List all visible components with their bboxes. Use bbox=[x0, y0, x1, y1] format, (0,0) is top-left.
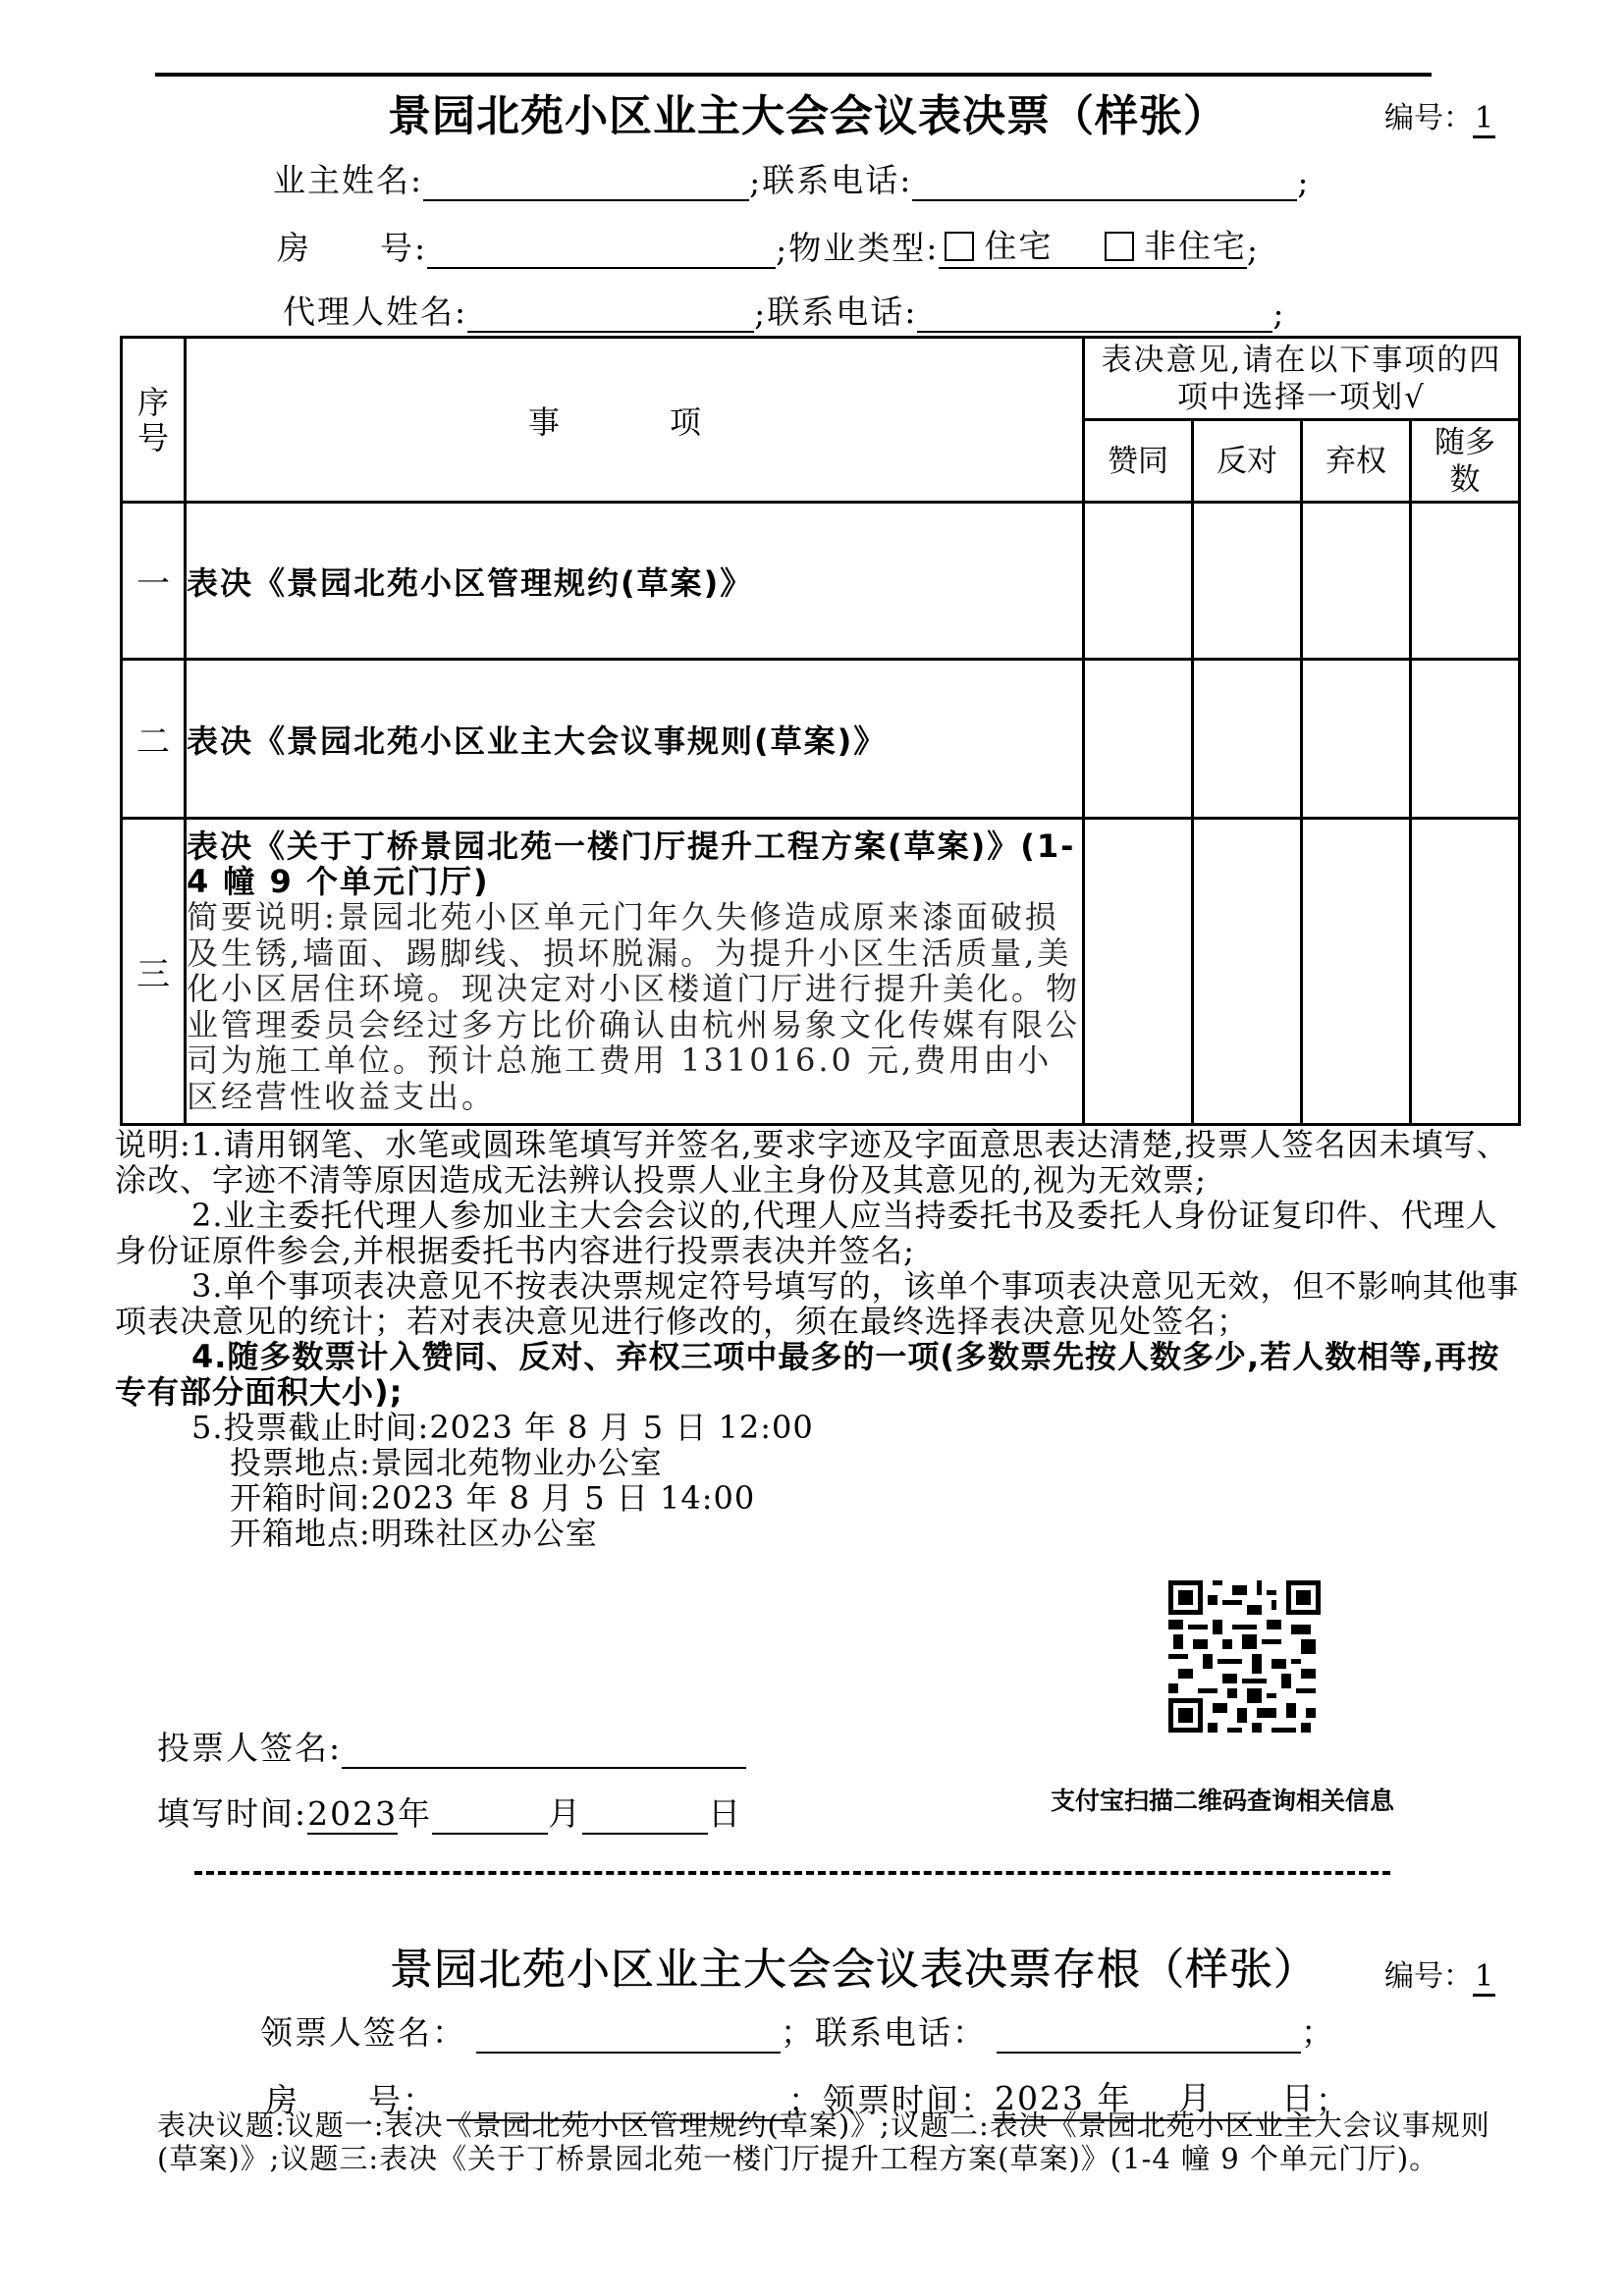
vote-cell-oppose[interactable] bbox=[1193, 819, 1302, 1125]
vote-cell-oppose[interactable] bbox=[1193, 660, 1302, 819]
agent-info-row bbox=[283, 287, 1286, 333]
month-unit: 月 bbox=[548, 1794, 583, 1833]
receive-time-label: 领票时间： bbox=[823, 2081, 995, 2119]
separator: ; bbox=[1246, 231, 1260, 269]
agent-phone-label: 联系电话: bbox=[767, 293, 918, 331]
owner-name-label: 业主姓名: bbox=[273, 161, 424, 199]
row-seq: 二 bbox=[122, 660, 186, 819]
ballot-title: 景园北苑小区业主大会会议表决票（样张） bbox=[388, 91, 1227, 141]
separator: ； bbox=[788, 2081, 823, 2119]
row-seq: 一 bbox=[122, 503, 186, 660]
stub-title: 景园北苑小区业主大会会议表决票存根（样张） bbox=[390, 1945, 1318, 1995]
option-residential: 住宅 bbox=[984, 227, 1054, 265]
stub-receiver-row bbox=[260, 2007, 1335, 2054]
separator: ; bbox=[754, 294, 768, 333]
voter-signature-row bbox=[157, 1723, 746, 1769]
room-label: 房 号: bbox=[277, 229, 428, 267]
owner-info-row bbox=[273, 155, 1311, 201]
vote-cell-oppose[interactable] bbox=[1193, 503, 1302, 660]
separator: ; bbox=[749, 163, 763, 201]
fill-time-row bbox=[157, 1789, 742, 1835]
vote-cell-abstain[interactable] bbox=[1302, 819, 1411, 1125]
option-header-oppose: 反对 bbox=[1193, 420, 1302, 503]
fill-month-field[interactable] bbox=[432, 1797, 548, 1835]
opinion-header: 表决意见,请在以下事项的四项中选择一项划√ bbox=[1084, 338, 1520, 420]
stub-serial bbox=[1384, 1951, 1495, 1997]
fill-time-label: 填写时间: bbox=[157, 1794, 308, 1833]
ballot-serial bbox=[1384, 93, 1495, 138]
option-header-follow-majority: 随多数 bbox=[1411, 420, 1520, 503]
top-rule bbox=[155, 73, 1432, 77]
receiver-sign-field[interactable] bbox=[476, 2016, 781, 2054]
receive-time-value: 2023 年 月 日 bbox=[995, 2073, 1316, 2121]
tear-line bbox=[194, 1871, 1390, 1875]
vote-cell-approve[interactable] bbox=[1084, 660, 1193, 819]
room-row bbox=[277, 221, 1260, 269]
serial-label: 编号： bbox=[1384, 101, 1473, 135]
stub-topics: 表决议题:议题一:表决《景园北苑小区管理规约(草案)》;议题二:表决《景园北苑小区业主大会议事规则(草案)》;议题三:表决《关于丁桥景园北苑一楼门厅提升工程方案(草案)》(1-4 幢 9 个单元门厅)。 bbox=[157, 2109, 1490, 2175]
separator: ; bbox=[1272, 294, 1286, 333]
voter-sign-label: 投票人签名: bbox=[157, 1729, 343, 1767]
agent-name-field[interactable] bbox=[467, 295, 754, 333]
table-row bbox=[122, 819, 1520, 1125]
room-field[interactable] bbox=[427, 232, 776, 269]
note-1: 说明:1.请用钢笔、水笔或圆珠笔填写并签名,要求字迹及字面意思表达清楚,投票人签名因未填写、涂改、字迹不清等原因造成无法辨认投票人业主身份及其意见的,视为无效票; bbox=[115, 1126, 1509, 1199]
note-4: 4.随多数票计入赞同、反对、弃权三项中最多的一项(多数票先按人数多少,若人数相等,再按专有部分面积大小); bbox=[115, 1338, 1500, 1411]
agent-phone-field[interactable] bbox=[917, 295, 1272, 333]
separator: ； bbox=[1315, 2081, 1350, 2119]
note-2: 2.业主委托代理人参加业主大会会议的,代理人应当持委托书及委托人身份证复印件、代理人身份证原件参会,并根据委托书内容进行投票表决并签名; bbox=[115, 1197, 1498, 1269]
item-header: 事 项 bbox=[186, 338, 1084, 503]
vote-cell-abstain[interactable] bbox=[1302, 660, 1411, 819]
qr-code-icon bbox=[1168, 1580, 1321, 1742]
row-title: 表决《景园北苑小区管理规约(草案)》 bbox=[186, 503, 1084, 660]
stub-room-label: 房 号： bbox=[265, 2081, 437, 2119]
agent-name-label: 代理人姓名: bbox=[283, 293, 468, 331]
table-row bbox=[122, 660, 1520, 819]
separator: ; bbox=[776, 231, 789, 269]
serial-number: 1 bbox=[1473, 101, 1495, 138]
note-5-open-location: 开箱地点:明珠社区办公室 bbox=[230, 1515, 598, 1552]
note-3: 3.单个事项表决意见不按表决票规定符号填写的，该单个事项表决意见无效，但不影响其他事项表决意见的统计；若对表决意见进行修改的，须在最终选择表决意见处签名； bbox=[115, 1267, 1520, 1340]
vote-cell-follow-majority[interactable] bbox=[1411, 660, 1520, 819]
receiver-sign-label: 领票人签名： bbox=[260, 2013, 466, 2052]
voting-table bbox=[120, 336, 1521, 1126]
option-non-residential: 非住宅 bbox=[1143, 227, 1247, 265]
fill-year: 2023 bbox=[307, 1794, 399, 1833]
separator: ； bbox=[1301, 2013, 1335, 2052]
fill-day-field[interactable] bbox=[582, 1797, 708, 1835]
seq-header: 序号 bbox=[122, 338, 186, 503]
vote-cell-approve[interactable] bbox=[1084, 503, 1193, 660]
serial-number: 1 bbox=[1473, 1959, 1495, 1997]
voter-sign-field[interactable] bbox=[342, 1732, 746, 1769]
note-5-open-time: 开箱时间:2023 年 8 月 5 日 14:00 bbox=[230, 1479, 756, 1517]
year-unit: 年 bbox=[398, 1794, 433, 1833]
checkbox-non-residential[interactable] bbox=[1105, 232, 1134, 261]
property-type-options bbox=[939, 221, 1247, 269]
property-type-label: 物业类型: bbox=[788, 229, 940, 267]
separator: ; bbox=[1297, 163, 1311, 201]
owner-phone-field[interactable] bbox=[912, 164, 1297, 201]
vote-cell-follow-majority[interactable] bbox=[1411, 503, 1520, 660]
note-5: 5.投票截止时间:2023 年 8 月 5 日 12:00 bbox=[191, 1409, 814, 1446]
table-row bbox=[122, 503, 1520, 660]
instructions bbox=[115, 1127, 1529, 1551]
option-header-abstain: 弃权 bbox=[1302, 420, 1411, 503]
vote-cell-follow-majority[interactable] bbox=[1411, 819, 1520, 1125]
day-unit: 日 bbox=[708, 1794, 743, 1833]
owner-name-field[interactable] bbox=[423, 164, 749, 201]
note-5-vote-location: 投票地点:景园北苑物业办公室 bbox=[230, 1444, 663, 1481]
option-header-approve: 赞同 bbox=[1084, 420, 1193, 503]
row-seq: 三 bbox=[122, 819, 186, 1125]
row-title: 表决《景园北苑小区业主大会议事规则(草案)》 bbox=[186, 660, 1084, 819]
stub-phone-field[interactable] bbox=[997, 2016, 1301, 2054]
vote-cell-abstain[interactable] bbox=[1302, 503, 1411, 660]
row-description: 简要说明:景园北苑小区单元门年久失修造成原来漆面破损及生锈,墙面、踢脚线、损坏脱漏。为提升小区生活质量,美化小区居住环境。现决定对小区楼道门厅进行提升美化。物业管理委员会经过多方比价确认由杭州易象文化传媒有限公司为施工单位。预计总施工费用 131016.0 元,费用由小区经营性收益支出。 bbox=[187, 898, 1081, 1115]
checkbox-residential[interactable] bbox=[945, 232, 974, 261]
serial-label: 编号： bbox=[1384, 1959, 1473, 1994]
vote-cell-approve[interactable] bbox=[1084, 819, 1193, 1125]
stub-phone-label: 联系电话： bbox=[815, 2013, 987, 2052]
row-content bbox=[186, 819, 1084, 1125]
separator: ； bbox=[781, 2013, 815, 2052]
qr-caption: 支付宝扫描二维码查询相关信息 bbox=[1051, 1787, 1395, 1815]
owner-phone-label: 联系电话: bbox=[762, 161, 913, 199]
row-title: 表决《关于丁桥景园北苑一楼门厅提升工程方案(草案)》(1-4 幢 9 个单元门厅) bbox=[187, 828, 1076, 900]
